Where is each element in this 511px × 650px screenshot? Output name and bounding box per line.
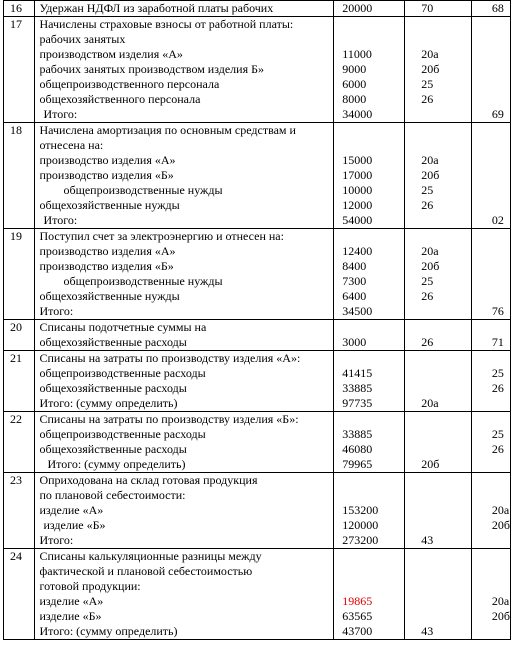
description-line: Поступил счет за электроэнергию и отнесен на:: [39, 229, 284, 243]
credit-account: [472, 351, 510, 366]
debit-account: 25: [421, 77, 434, 91]
amount-value: 15000: [342, 153, 373, 167]
row-number: 23: [10, 473, 22, 487]
amount-value: 8000: [342, 92, 367, 106]
amount-value: 43700: [342, 624, 373, 638]
description-line: Оприходована на склад готовая продукция: [39, 473, 258, 487]
description-line: изделие «А»: [39, 594, 104, 608]
credit-account: [472, 274, 510, 289]
amount-value: 46080: [342, 442, 373, 456]
amount-value: 12400: [342, 244, 373, 258]
credit-account: [472, 17, 510, 32]
credit-account: [472, 488, 510, 503]
amount-value: 8400: [342, 259, 367, 273]
debit-cell: [405, 229, 472, 320]
row-number: 24: [10, 549, 22, 563]
credit-account: 20а: [491, 594, 510, 608]
credit-account: 20б: [491, 609, 510, 623]
description-line: производство изделия «А»: [39, 153, 176, 167]
description-line: общехозяйственные нужды: [39, 289, 180, 303]
credit-account: [472, 579, 510, 594]
debit-account: 25: [421, 183, 434, 197]
description-line: Итого:: [39, 533, 74, 547]
row-number: 18: [10, 123, 22, 137]
credit-account: [472, 473, 510, 488]
amount-value: [334, 17, 404, 32]
description-cell: [35, 549, 334, 640]
amount-cell: [334, 473, 405, 549]
description-line: рабочих занятых производством изделия Б»: [39, 62, 265, 76]
row-number-cell: [4, 351, 35, 412]
debit-account: [405, 229, 471, 244]
row-number: 19: [10, 229, 22, 243]
description-line: общехозяйственные расходы: [39, 335, 187, 349]
row-number: 21: [10, 351, 22, 365]
debit-cell: [405, 351, 472, 412]
debit-account: 20а: [421, 244, 439, 258]
table-row: [4, 17, 511, 123]
row-number: 17: [10, 17, 22, 31]
amount-cell: [334, 229, 405, 320]
debit-account: [405, 503, 471, 518]
amount-value: 12000: [342, 198, 373, 212]
row-number: 16: [10, 1, 22, 15]
debit-account: [405, 549, 471, 564]
credit-account: [472, 624, 510, 639]
amount-cell: [334, 412, 405, 473]
table-row: [4, 320, 511, 351]
description-cell: [35, 473, 334, 549]
description-line: общехозяйственные расходы: [39, 381, 187, 395]
debit-account: 20б: [421, 62, 440, 76]
debit-cell: [405, 320, 472, 351]
row-number: 20: [10, 320, 22, 334]
debit-account: 20б: [421, 457, 440, 471]
description-line: производство изделия «Б»: [39, 259, 174, 273]
credit-cell: [471, 1, 510, 17]
description-cell: [35, 123, 334, 229]
debit-account: [405, 381, 471, 396]
credit-account: 20б: [491, 518, 510, 532]
amount-value: 54000: [342, 213, 373, 227]
credit-account: [472, 229, 510, 244]
credit-account: [472, 47, 510, 62]
debit-account: [405, 123, 471, 138]
row-number-cell: [4, 412, 35, 473]
credit-account: [472, 244, 510, 259]
credit-account: 26: [491, 442, 504, 456]
description-line: изделие «Б»: [39, 609, 102, 623]
description-line: Списаны на затраты по производству изделия «А»:: [39, 351, 301, 365]
debit-account: 43: [421, 533, 434, 547]
debit-account: [405, 366, 471, 381]
amount-value: [334, 564, 404, 579]
debit-account: 26: [421, 335, 434, 349]
debit-account: [405, 32, 471, 47]
debit-account: [405, 594, 471, 609]
description-line: производством изделия «А»: [39, 47, 183, 61]
amount-value: 34000: [342, 107, 373, 121]
credit-account: 76: [491, 304, 504, 318]
description-line: Списаны калькуляционные разницы между: [39, 549, 262, 563]
debit-account: [405, 412, 471, 427]
credit-account: [472, 32, 510, 47]
amount-value: 3000: [342, 335, 367, 349]
amount-value: 17000: [342, 168, 373, 182]
credit-account: 69: [491, 107, 504, 121]
debit-account: [405, 518, 471, 533]
debit-account: [405, 107, 471, 122]
row-number-cell: [4, 229, 35, 320]
row-number-cell: [4, 549, 35, 640]
amount-value: 120000: [342, 518, 379, 532]
amount-cell: [334, 351, 405, 412]
description-line: общепроизводственные нужды: [63, 183, 223, 197]
amount-value: 11000: [342, 47, 372, 61]
description-line: производство изделия «А»: [39, 244, 176, 258]
credit-account: [472, 77, 510, 92]
description-line: Списаны на затраты по производству изделия «Б»:: [39, 412, 299, 426]
row-number-cell: [4, 17, 35, 123]
row-number-cell: [4, 123, 35, 229]
debit-cell: [405, 549, 472, 640]
description-line: общехозяйственного персонала: [39, 92, 201, 106]
amount-value: [334, 488, 404, 503]
debit-account: 26: [421, 92, 434, 106]
debit-account: [405, 609, 471, 624]
debit-account: 26: [421, 198, 434, 212]
debit-account: 43: [421, 624, 434, 638]
credit-account: [472, 457, 510, 472]
debit-account: 20б: [421, 168, 440, 182]
description-cell: [35, 229, 334, 320]
amount-value: 79965: [342, 457, 373, 471]
description-line: готовой продукции:: [39, 579, 141, 593]
amount-value: [334, 123, 404, 138]
credit-account: [472, 198, 510, 213]
description-line: общехозяйственные нужды: [39, 198, 180, 212]
debit-account: [405, 488, 471, 503]
table-row: [4, 123, 511, 229]
description-line: по плановой себестоимости:: [39, 488, 186, 502]
description-line: Итого: (сумму определить): [47, 457, 186, 471]
amount-cell: [334, 1, 405, 17]
credit-account: [472, 564, 510, 579]
table-row: [4, 412, 511, 473]
description-line: общехозяйственные расходы: [39, 442, 187, 456]
row-number-cell: [4, 1, 35, 17]
debit-cell: [405, 412, 472, 473]
credit-account: [472, 289, 510, 304]
debit-cell: [405, 123, 472, 229]
credit-cell: [471, 549, 510, 640]
amount-value: 41415: [342, 366, 373, 380]
amount-value: 7300: [342, 274, 367, 288]
amount-value: [334, 32, 404, 47]
amount-value: 33885: [342, 427, 373, 441]
amount-cell: [334, 123, 405, 229]
description-cell: [35, 351, 334, 412]
credit-account: 68: [491, 1, 504, 15]
debit-account: [405, 304, 471, 319]
amount-value: [334, 412, 404, 427]
amount-value: 97735: [342, 396, 373, 410]
description-line: Итого: (сумму определить): [39, 624, 178, 638]
description-line: рабочих занятых: [39, 32, 126, 46]
credit-account: [472, 92, 510, 107]
description-cell: [35, 1, 334, 17]
credit-account: [472, 320, 510, 335]
amount-value: [334, 351, 404, 366]
description-line: общепроизводственные расходы: [39, 366, 206, 380]
amount-value: 33885: [342, 381, 373, 395]
debit-account: 70: [421, 1, 434, 15]
transactions-body: [4, 1, 511, 640]
credit-account: 02: [491, 213, 504, 227]
debit-account: 26: [421, 289, 434, 303]
amount-value: [334, 229, 404, 244]
debit-account: 20а: [421, 396, 439, 410]
amount-value-highlighted: 19865: [342, 594, 373, 608]
amount-value: [334, 549, 404, 564]
credit-cell: [471, 17, 510, 123]
amount-value: [334, 138, 404, 153]
credit-account: 71: [491, 335, 504, 349]
credit-cell: [471, 123, 510, 229]
description-line: Удержан НДФЛ из заработной платы рабочих: [39, 1, 274, 15]
amount-cell: [334, 549, 405, 640]
debit-account: 20б: [421, 259, 440, 273]
transactions-table: [3, 0, 511, 640]
row-number-cell: [4, 320, 35, 351]
credit-account: [472, 533, 510, 548]
description-line: фактической и плановой себестоимостью: [39, 564, 253, 578]
amount-value: 9000: [342, 62, 367, 76]
description-line: общепроизводственные расходы: [39, 427, 206, 441]
description-line: общепроизводственного персонала: [39, 77, 220, 91]
credit-account: [472, 412, 510, 427]
table-row: [4, 229, 511, 320]
description-line: Итого:: [39, 304, 74, 318]
credit-account: 25: [491, 366, 504, 380]
credit-cell: [471, 473, 510, 549]
amount-value: 20000: [342, 1, 373, 15]
debit-account: [405, 473, 471, 488]
debit-account: [405, 138, 471, 153]
credit-account: 25: [491, 427, 504, 441]
amount-cell: [334, 320, 405, 351]
description-line: Итого:: [43, 107, 78, 121]
credit-cell: [471, 351, 510, 412]
table-row: [4, 1, 511, 17]
amount-value: 6400: [342, 289, 367, 303]
amount-value: 34500: [342, 304, 373, 318]
credit-cell: [471, 320, 510, 351]
description-line: изделие «А»: [39, 503, 104, 517]
credit-account: [472, 153, 510, 168]
debit-account: [405, 17, 471, 32]
debit-account: [405, 442, 471, 457]
amount-value: [334, 473, 404, 488]
debit-account: [405, 427, 471, 442]
table-row: [4, 351, 511, 412]
debit-account: [405, 213, 471, 228]
credit-account: [472, 62, 510, 77]
amount-value: 153200: [342, 503, 379, 517]
credit-cell: [471, 229, 510, 320]
amount-value: 273200: [342, 533, 379, 547]
amount-value: [334, 320, 404, 335]
description-cell: [35, 412, 334, 473]
credit-account: [472, 123, 510, 138]
debit-account: [405, 579, 471, 594]
amount-value: 6000: [342, 77, 367, 91]
credit-account: [472, 138, 510, 153]
debit-account: 20а: [421, 153, 439, 167]
description-cell: [35, 320, 334, 351]
description-line: Итого: (сумму определить): [39, 396, 178, 410]
credit-account: [472, 549, 510, 564]
description-line: Начислены страховые взносы от работной платы:: [39, 17, 294, 31]
description-line: производство изделия «Б»: [39, 168, 174, 182]
debit-cell: [405, 1, 472, 17]
description-line: общепроизводственные нужды: [63, 274, 223, 288]
amount-value: [334, 579, 404, 594]
description-line: Начислена амортизация по основным средствам и: [39, 123, 296, 137]
debit-account: 25: [421, 274, 434, 288]
credit-account: [472, 183, 510, 198]
debit-account: [405, 564, 471, 579]
credit-account: [472, 168, 510, 183]
debit-cell: [405, 17, 472, 123]
table-row: [4, 473, 511, 549]
debit-account: [405, 320, 471, 335]
description-line: отнесена на:: [39, 138, 104, 152]
description-cell: [35, 17, 334, 123]
credit-account: 20а: [491, 503, 510, 517]
debit-account: [405, 351, 471, 366]
row-number-cell: [4, 473, 35, 549]
description-line: изделие «Б»: [43, 518, 106, 532]
description-line: Списаны подотчетные суммы на: [39, 320, 207, 334]
credit-cell: [471, 412, 510, 473]
row-number: 22: [10, 412, 22, 426]
amount-cell: [334, 17, 405, 123]
credit-account: 26: [491, 381, 504, 395]
debit-cell: [405, 473, 472, 549]
amount-value: 63565: [342, 609, 373, 623]
table-row: [4, 549, 511, 640]
credit-account: [472, 259, 510, 274]
debit-account: 20а: [421, 47, 439, 61]
credit-account: [472, 396, 510, 411]
amount-value: 10000: [342, 183, 373, 197]
description-line: Итого:: [43, 213, 78, 227]
